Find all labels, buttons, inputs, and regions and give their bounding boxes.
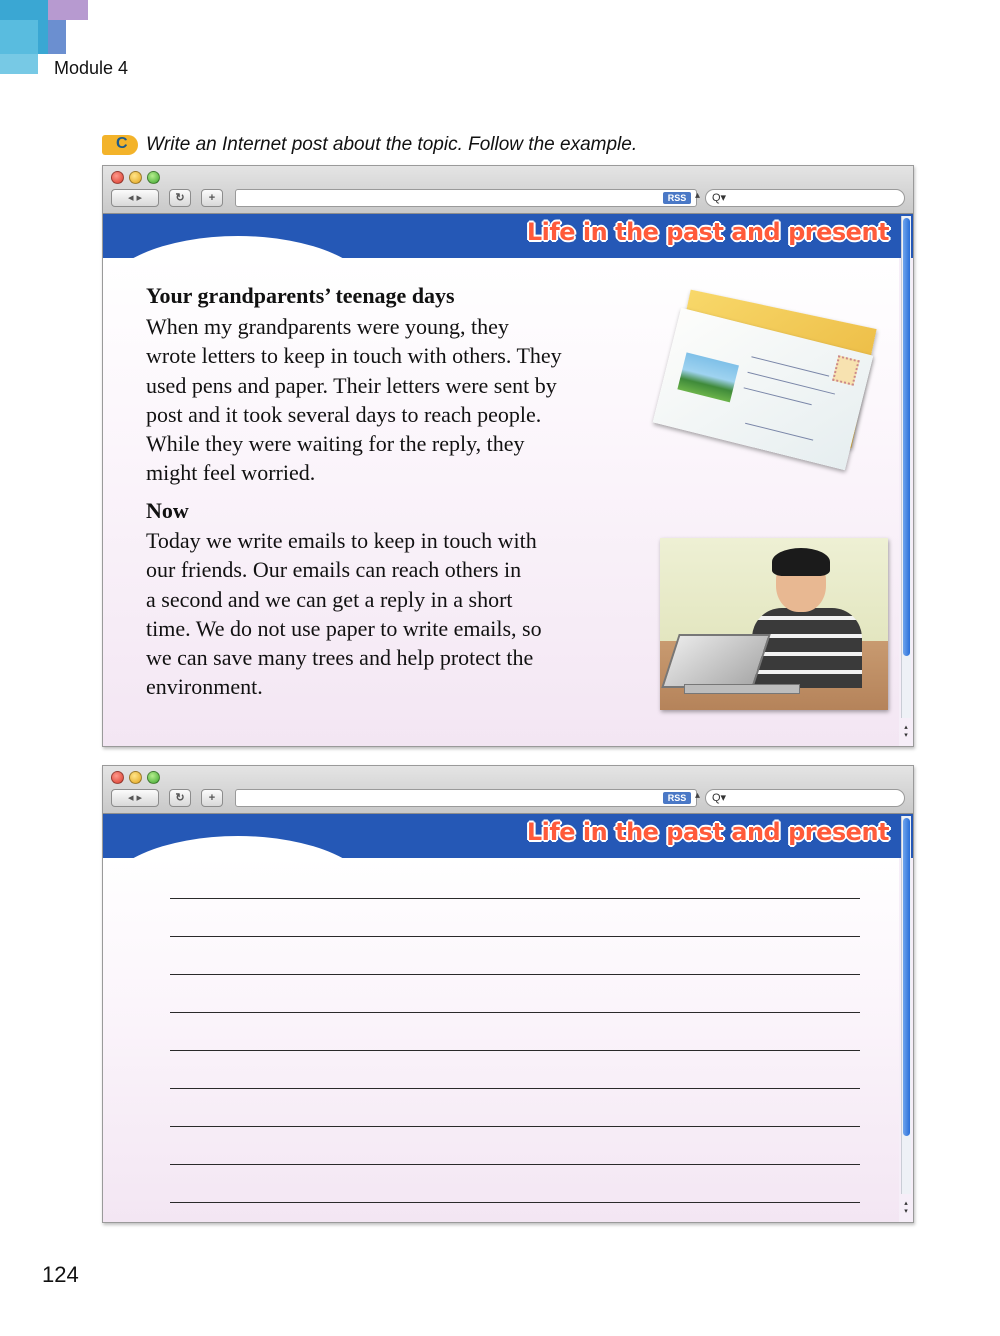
rss-button[interactable]: RSS: [663, 792, 691, 804]
exercise-instruction: [102, 134, 637, 156]
vertical-scrollbar[interactable]: [901, 816, 911, 1194]
writing-line[interactable]: [170, 1088, 860, 1089]
writing-line[interactable]: [170, 1126, 860, 1127]
paragraph-line: our friends. Our emails can reach others in: [146, 557, 522, 583]
post-content: [103, 258, 899, 746]
back-forward-buttons[interactable]: ◂ ▸: [111, 789, 159, 807]
paragraph-line: While they were waiting for the reply, they: [146, 431, 525, 457]
writing-line[interactable]: [170, 936, 860, 937]
add-tab-button[interactable]: +: [201, 189, 223, 207]
paragraph-line: When my grandparents were young, they: [146, 314, 509, 339]
paragraph-line: Today we write emails to keep in touch with: [146, 528, 537, 553]
paragraph-line: wrote letters to keep in touch with others. They: [146, 343, 562, 369]
paragraph-line: a second and we can get a reply in a short: [146, 586, 513, 612]
exercise-letter: C: [116, 135, 128, 152]
example-post-window: [102, 165, 914, 747]
page-number: 124: [42, 1262, 79, 1287]
add-tab-button[interactable]: +: [201, 789, 223, 807]
maximize-window-button[interactable]: [147, 171, 160, 184]
corner-decoration: [48, 0, 88, 20]
writing-line[interactable]: [170, 1012, 860, 1013]
browser-toolbar: [103, 766, 913, 814]
paragraph-line: post and it took several days to reach people.: [146, 401, 542, 427]
site-title: Life in the past and present: [526, 218, 889, 246]
paragraph-line: environment.: [146, 674, 263, 700]
section-paragraph: [146, 312, 562, 488]
rss-dropdown-icon[interactable]: ▴: [695, 190, 701, 201]
exercise-badge: [102, 135, 138, 155]
minimize-window-button[interactable]: [129, 771, 142, 784]
vertical-scrollbar[interactable]: [901, 216, 911, 718]
back-forward-buttons[interactable]: ◂ ▸: [111, 189, 159, 207]
paragraph-line: we can save many trees and help protect the: [146, 645, 534, 671]
reload-button[interactable]: ↻: [169, 189, 191, 207]
scroll-thumb[interactable]: [903, 818, 910, 1136]
window-controls: [111, 171, 160, 184]
boy-with-laptop-photo: [660, 538, 888, 710]
section-paragraph: [146, 526, 542, 702]
scroll-arrows[interactable]: ▴ ▾: [904, 724, 908, 739]
search-input[interactable]: Q▾: [705, 189, 905, 207]
scroll-thumb[interactable]: [903, 218, 910, 656]
site-banner: [103, 814, 913, 858]
address-bar[interactable]: [235, 189, 697, 207]
writing-line[interactable]: [170, 1050, 860, 1051]
browser-toolbar: [103, 166, 913, 214]
writing-line[interactable]: [170, 1164, 860, 1165]
writing-area[interactable]: [103, 858, 899, 1222]
window-controls: [111, 771, 160, 784]
site-title: Life in the past and present: [526, 818, 889, 846]
reload-button[interactable]: ↻: [169, 789, 191, 807]
scroll-arrows[interactable]: ▴ ▾: [904, 1200, 908, 1215]
paragraph-line: might feel worried.: [146, 460, 316, 486]
section-heading: Now: [146, 498, 189, 523]
instruction-text: Write an Internet post about the topic. Follow the example.: [146, 134, 638, 155]
writing-line[interactable]: [170, 1202, 860, 1203]
section-heading: Your grandparents’ teenage days: [146, 283, 455, 308]
site-banner: [103, 214, 913, 258]
paragraph-line: used pens and paper. Their letters were sent by: [146, 372, 557, 398]
writing-window: [102, 765, 914, 1223]
address-bar[interactable]: [235, 789, 697, 807]
search-input[interactable]: Q▾: [705, 789, 905, 807]
corner-decoration: [48, 20, 66, 54]
rss-button[interactable]: RSS: [663, 192, 691, 204]
close-window-button[interactable]: [111, 171, 124, 184]
minimize-window-button[interactable]: [129, 171, 142, 184]
close-window-button[interactable]: [111, 771, 124, 784]
corner-decoration: [0, 20, 38, 74]
writing-line[interactable]: [170, 898, 860, 899]
maximize-window-button[interactable]: [147, 771, 160, 784]
rss-dropdown-icon[interactable]: ▴: [695, 790, 701, 801]
writing-line[interactable]: [170, 974, 860, 975]
envelopes-image: [658, 300, 888, 465]
paragraph-line: time. We do not use paper to write emails, so: [146, 615, 542, 641]
module-label: Module 4: [54, 58, 129, 78]
